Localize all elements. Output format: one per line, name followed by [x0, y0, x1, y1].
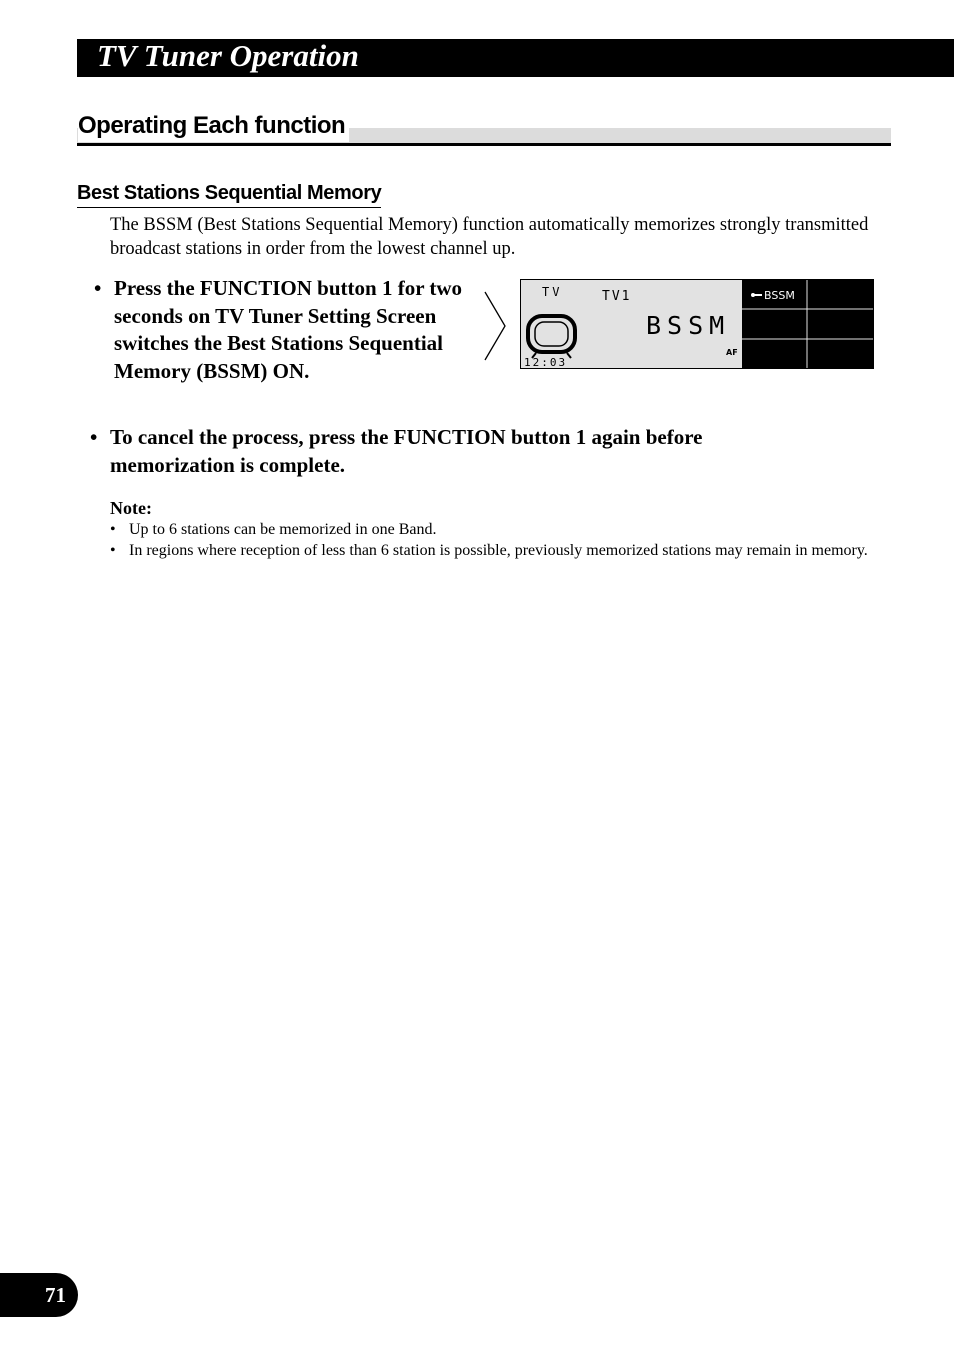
instruction-text: Press the FUNCTION button 1 for two seconds on TV Tuner Setting Screen switches the Best Stations Sequential Memory (BSSM) ON.	[114, 276, 463, 383]
lcd-source-label: TV	[542, 285, 563, 299]
note-bullet: •	[110, 521, 116, 538]
bullet-marker: •	[94, 276, 102, 300]
section-heading	[77, 110, 891, 147]
intro-paragraph: The BSSM (Best Stations Sequential Memory) function automatically memorizes strongly transmitted broadcast stations in order from the lowest channel up.	[110, 215, 869, 259]
note-bullet: •	[110, 542, 116, 559]
page-number: 71	[45, 1283, 66, 1307]
lcd-main-text: BSSM	[646, 311, 731, 340]
note-item	[110, 540, 890, 561]
instruction-bullet	[94, 275, 464, 385]
cancel-text: To cancel the process, press the FUNCTION button 1 again before memorization is complete.	[110, 425, 703, 477]
lcd-indicator: AF	[726, 348, 738, 357]
menu-item-label: BSSM	[764, 289, 795, 302]
note-label: Note:	[110, 498, 152, 518]
cancel-bullet	[90, 424, 830, 479]
section-heading-rule	[77, 143, 891, 146]
title-bar	[77, 39, 954, 77]
lcd-display	[520, 279, 874, 369]
note-text: Up to 6 stations can be memorized in one Band.	[129, 521, 437, 538]
page-number-tab	[0, 1273, 78, 1317]
note-text: In regions where reception of less than 6 station is possible, previously memorized stations may remain in memory.	[129, 542, 868, 559]
bullet-marker: •	[90, 425, 98, 449]
section-title: Operating Each function	[78, 110, 349, 142]
lcd-band-label: TV1	[602, 289, 632, 304]
lcd-clock: 12:03	[524, 356, 568, 369]
note-item	[110, 519, 890, 540]
notes-list	[110, 519, 890, 561]
subsection-title: Best Stations Sequential Memory	[77, 180, 381, 208]
arrow-icon	[483, 291, 507, 361]
page-title: TV Tuner Operation	[97, 38, 359, 73]
